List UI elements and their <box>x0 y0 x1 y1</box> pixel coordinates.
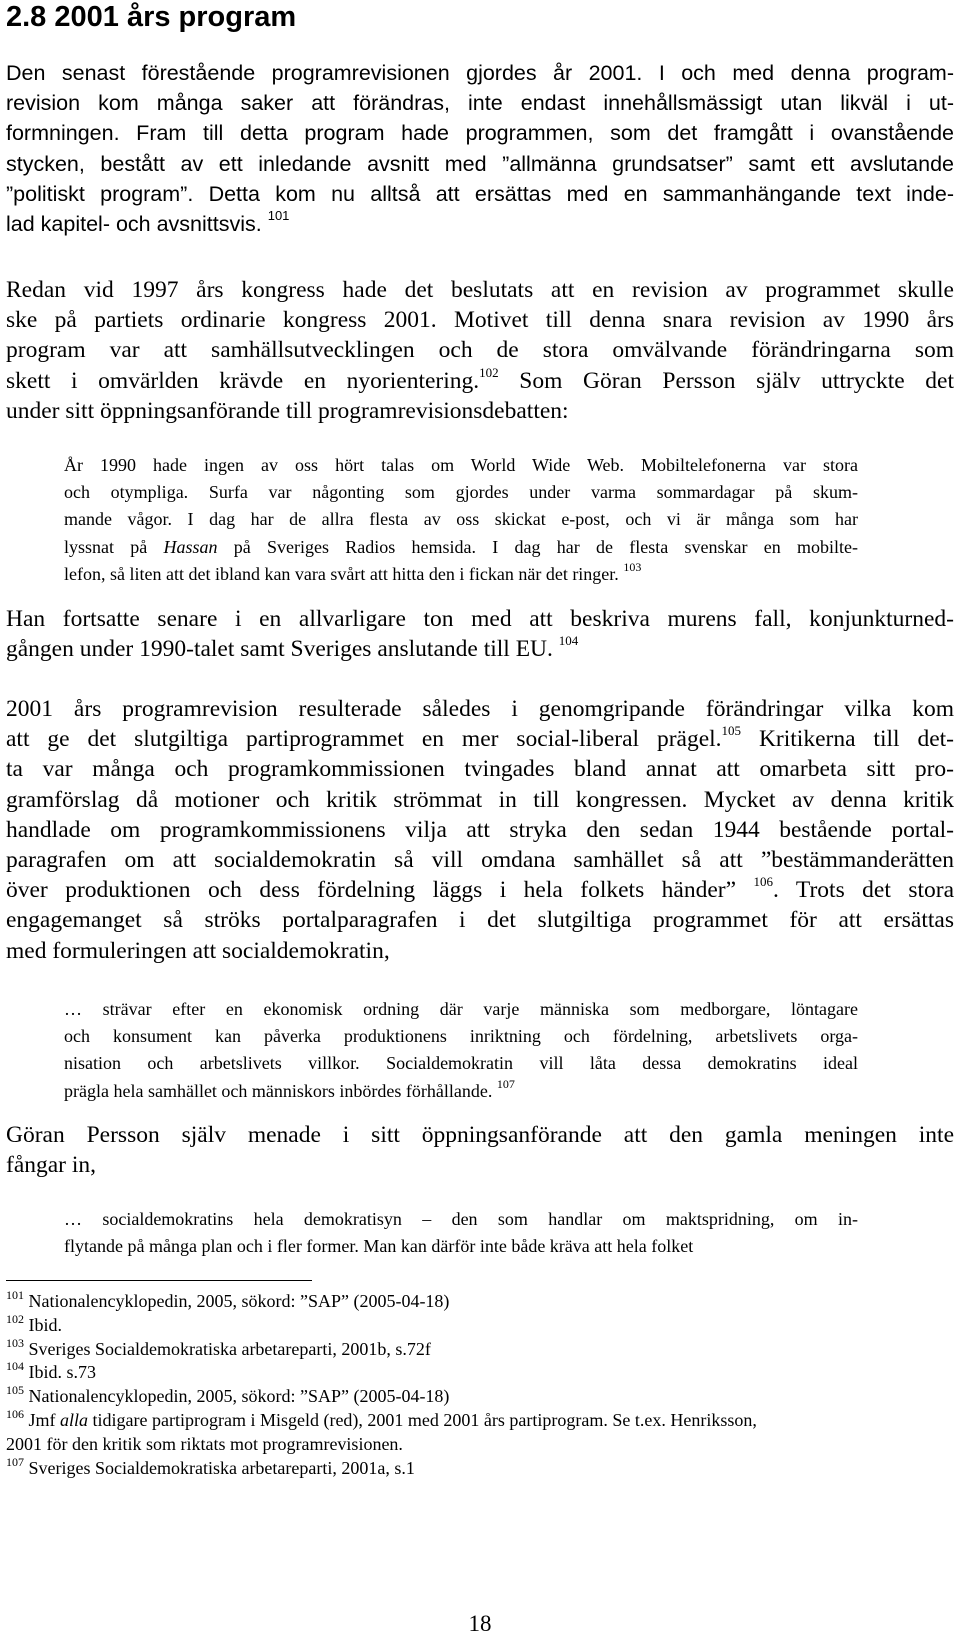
paragraph-3 <box>6 604 954 664</box>
footnote-ref: 104 <box>558 633 579 649</box>
footnote-ref: 105 <box>721 723 742 739</box>
quote-line: mande vågor. I dag har de allra flesta av oss skickat e-post, och vi är många som har <box>64 509 858 530</box>
text-line: Göran Persson själv menade i sitt öppningsanförande att den gamla meningen inte <box>6 1122 954 1148</box>
emphasis: alla <box>60 1409 89 1430</box>
footnote <box>6 1335 954 1362</box>
text-line: engagemanget så ströks portalparagrafen i det slutgiltiga programmet för att ersättas <box>6 907 954 934</box>
text-line: Som Göran Persson själv uttryckte det <box>498 367 954 394</box>
text-line: under sitt öppningsanförande till programrevisionsdebatten: <box>6 397 569 424</box>
footnotes <box>6 1290 954 1480</box>
footnote-text: Sveriges Socialdemokratiska arbetareparti, 2001b, s.72f <box>24 1338 431 1359</box>
footnote <box>6 1361 954 1385</box>
footnote <box>6 1406 954 1433</box>
quote-line: och konsument kan påverka produktionens inriktning och fördelning, arbetslivets orga- <box>64 1026 858 1047</box>
footnote <box>6 1385 954 1409</box>
block-quote-3 <box>64 1206 858 1260</box>
footnote-number: 105 <box>6 1383 24 1398</box>
text-line: revision kom många saker att förändras, inte endast innehållsmässigt utan likväl i ut- <box>6 91 954 116</box>
footnote-ref: 102 <box>479 364 499 380</box>
text-line: med formuleringen att socialdemokratin, <box>6 937 390 964</box>
page-number: 18 <box>468 1611 492 1636</box>
paragraph-1 <box>6 58 954 239</box>
quote-line: prägla hela samhället och människors inbördes förhållande. <box>64 1080 493 1101</box>
footnote-separator <box>6 1280 312 1281</box>
paragraph-4 <box>6 694 954 966</box>
text-line: . Trots det stora <box>773 877 955 904</box>
text-line: ta var många och programkommissionen tvingades bland annat att omarbeta sitt pro- <box>6 756 954 783</box>
footnote <box>6 1454 954 1481</box>
footnote-text: Jmf <box>24 1409 60 1430</box>
footnote-text: tidigare partiprogram i Misgeld (red), 2001 med 2001 års partiprogram. Se t.ex. Henriksson, <box>88 1409 757 1430</box>
footnote-text: Ibid. <box>24 1314 62 1335</box>
section-heading: 2.8 2001 års program <box>6 1 297 33</box>
quote-line: och otympliga. Surfa var någonting som gjordes under varma sommardagar på skum- <box>64 482 858 503</box>
text-line: fångar in, <box>6 1152 97 1179</box>
footnote-number: 103 <box>6 1335 24 1350</box>
footnote-number: 104 <box>6 1359 24 1374</box>
emphasis: Hassan <box>163 536 218 557</box>
footnote-ref: 107 <box>496 1076 515 1091</box>
text-line: Den senast förestående programrevisionen gjordes år 2001. I och med denna program- <box>6 61 954 85</box>
footnote <box>6 1290 954 1314</box>
text-line: att ge det slutgiltiga partiprogrammet en mer social-liberal prägel. <box>6 726 722 753</box>
block-quote-2 <box>64 996 858 1105</box>
text-line: ”politiskt program”. Detta kom nu alltså att ersättas med en sammanhängande text inde- <box>6 181 954 206</box>
footnote-ref: 101 <box>267 208 290 224</box>
text-line: 2001 års programrevision resulterade således i genomgripande förändringar vilka kom <box>6 696 954 722</box>
text-line: paragrafen om att socialdemokratin så vill omdana samhället så att ”bestämmanderätten <box>6 847 954 874</box>
text-line: gången under 1990-talet samt Sveriges anslutande till EU. <box>6 636 553 663</box>
block-quote-1 <box>64 452 858 588</box>
paragraph-5 <box>6 1120 954 1180</box>
quote-line: … socialdemokratins hela demokratisyn – den som handlar om maktspridning, om in- <box>64 1209 858 1229</box>
footnote-continuation: 2001 för den kritik som riktats mot programrevisionen. <box>6 1433 403 1454</box>
footnote-text: Nationalencyklopedin, 2005, sökord: ”SAP” (2005-04-18) <box>24 1291 450 1311</box>
quote-line: … strävar efter en ekonomisk ordning där varje människa som medborgare, löntagare <box>64 999 858 1019</box>
text-line: över produktionen och dess fördelning läggs i hela folkets händer” <box>6 877 737 904</box>
footnote-ref: 103 <box>623 559 642 574</box>
text-line: ske på partiets ordinarie kongress 2001. Motivet till denna snara revision av 1990 års <box>6 307 954 334</box>
text-line: handlade om programkommissionens vilja att stryka den sedan 1944 bestående portal- <box>6 816 954 843</box>
footnote-number: 102 <box>6 1311 24 1326</box>
text-line: Redan vid 1997 års kongress hade det beslutats att en revision av programmet skulle <box>6 277 954 303</box>
footnote-text: Ibid. s.73 <box>24 1362 96 1383</box>
text-line: gramförslag då motioner och kritik strömmat in till kongressen. Mycket av denna kritik <box>6 786 954 813</box>
paragraph-2 <box>6 275 954 426</box>
footnote-ref: 106 <box>753 874 774 890</box>
text-line: stycken, bestått av ett inledande avsnitt med ”allmänna grundsatser” samt ett avslutande <box>6 151 954 176</box>
text-line: Kritikerna till det- <box>741 726 954 753</box>
footnote <box>6 1311 954 1338</box>
text-line: Han fortsatte senare i en allvarligare ton med att beskriva murens fall, konjunkturned- <box>6 606 954 632</box>
text-line: skett i omvärlden krävde en nyorientering. <box>6 367 480 394</box>
text-line: formningen. Fram till detta program hade programmen, som det framgått i ovanstående <box>6 121 954 146</box>
footnote-number: 101 <box>6 1288 24 1302</box>
quote-line: lefon, så liten att det ibland kan vara svårt att hitta den i fickan när det ringer. <box>64 563 619 584</box>
footnote-text: Sveriges Socialdemokratiska arbetareparti, 2001a, s.1 <box>24 1457 415 1478</box>
footnote-number: 107 <box>6 1454 24 1469</box>
quote-line: lyssnat på <box>64 536 164 557</box>
quote-line: på Sveriges Radios hemsida. I dag har de flesta svenskar en mobilte- <box>217 536 858 557</box>
quote-line: nisation och arbetslivets villkor. Socialdemokratin vill låta dessa demokratins ideal <box>64 1053 858 1074</box>
quote-line: År 1990 hade ingen av oss hört talas om World Wide Web. Mobiltelefonerna var stora <box>64 455 858 475</box>
footnote-text: Nationalencyklopedin, 2005, sökord: ”SAP” (2005-04-18) <box>24 1386 450 1407</box>
text-line: program var att samhällsutvecklingen och de stora omvälvande förändringarna som <box>6 337 954 364</box>
footnote-number: 106 <box>6 1406 24 1421</box>
quote-line: flytande på många plan och i fler former. Man kan därför inte både kräva att hela folket <box>64 1236 694 1257</box>
text-line: lad kapitel- och avsnittsvis. <box>6 212 262 237</box>
